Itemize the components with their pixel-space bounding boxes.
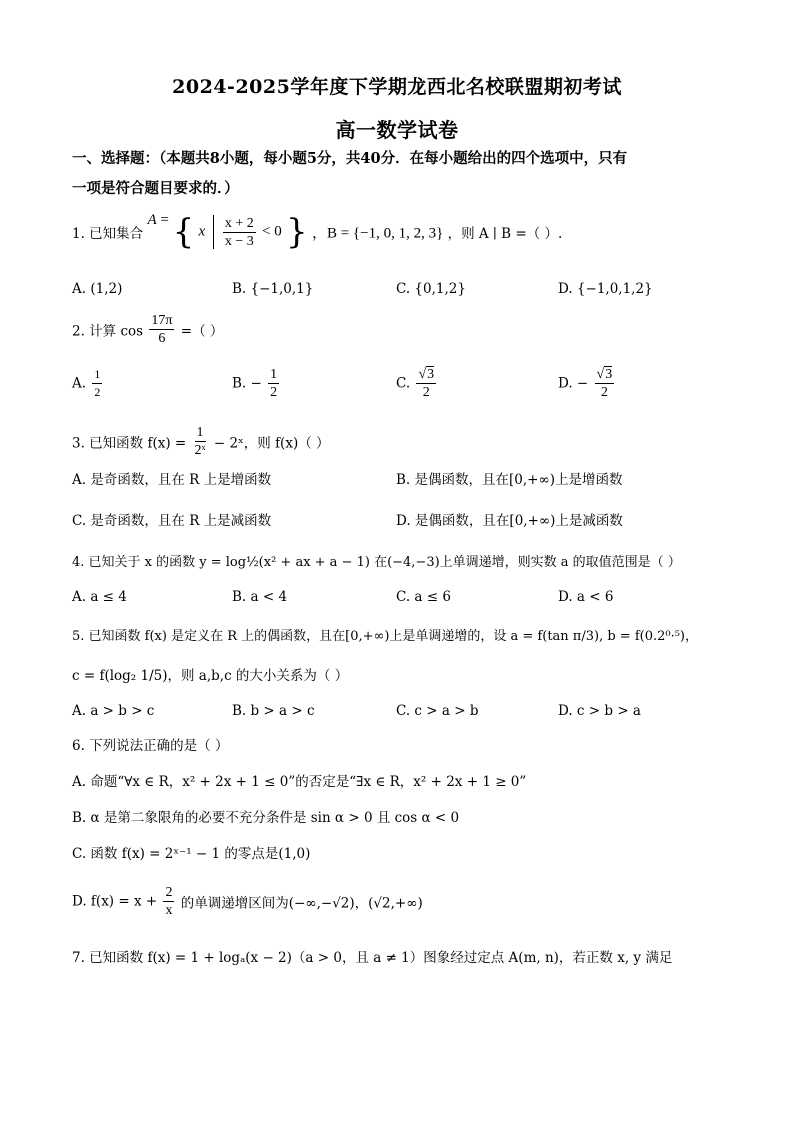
q5-option-a[interactable]: A. a > b > c — [72, 703, 155, 719]
q6-option-b[interactable]: B. α 是第二象限角的必要不充分条件是 sin α > 0 且 cos α < 0 — [72, 810, 460, 826]
q1-option-c[interactable]: C. {0,1,2} — [396, 281, 466, 297]
q2-fraction — [149, 312, 174, 347]
question-5-line2: c = f(log₂ 1/5)，则 a,b,c 的大小关系为（ ） — [72, 668, 349, 684]
question-4: 4. 已知关于 x 的函数 y = log½(x² + ax + a − 1) 在(−4,−3)上单调递增，则实数 a 的取值范围是（ ） — [72, 555, 681, 570]
q2-opt-c-fraction: $\frac{√3}{2}$ — [418, 367, 435, 400]
question-5-line1: 5. 已知函数 f(x) 是定义在 R 上的偶函数，且在[0,+∞)上是单调递增的，设 a = f(tan π/3), b = f(0.2⁰·⁵)， — [72, 629, 699, 644]
q1-option-a[interactable]: A. (1,2) — [72, 281, 123, 297]
q1-prefix: 1. 已知集合 — [72, 226, 144, 242]
q4-option-a[interactable]: A. a ≤ 4 — [72, 589, 127, 605]
question-7: 7. 已知函数 f(x) = 1 + logₐ(x − 2)（a > 0，且 a ≠ 1）图象经过定点 A(m, n)，若正数 x, y 满足 — [72, 950, 673, 966]
question-1: 1. 已知集合 A = { x $\frac{x + 2}{x - 3}$ < 0 } ，B = {−1, 0, 1, 2, 3} ，则 A ∣ B =（ ）. — [72, 212, 563, 252]
q4-option-d[interactable]: D. a < 6 — [558, 589, 614, 605]
q5-option-d[interactable]: D. c > b > a — [558, 703, 641, 719]
q2-opt-b-fraction: $\frac{1}{2}$ — [270, 367, 278, 400]
q3-option-a[interactable]: A. 是奇函数，且在 R 上是增函数 — [72, 472, 272, 488]
q1-set-var: x — [198, 223, 206, 240]
q6-opt-d-fraction: $\frac{2}{x}$ — [165, 885, 173, 918]
section-heading-line1: 一、选择题：（本题共8小题，每小题5分，共40分．在每小题给出的四个选项中，只有 — [72, 150, 628, 167]
exam-subtitle: 高一数学试卷 — [335, 118, 459, 142]
q1-frac-num: x + 2 — [224, 215, 254, 231]
q5-option-b[interactable]: B. b > a > c — [232, 703, 315, 719]
q4-option-b[interactable]: B. a < 4 — [232, 589, 288, 605]
q3-option-b[interactable]: B. 是偶函数，且在[0,+∞)上是增函数 — [396, 472, 623, 488]
question-2 — [72, 312, 223, 347]
q1-option-b[interactable]: B. {−1,0,1} — [232, 281, 314, 297]
q2-prefix: 2. 计算 cos — [72, 323, 144, 340]
q2-frac-num: 17π — [151, 313, 173, 328]
q1-set-b: ，B = {−1, 0, 1, 2, 3} — [311, 225, 444, 242]
q1-frac-den: x − 3 — [224, 233, 254, 249]
q4-option-c[interactable]: C. a ≤ 6 — [396, 589, 451, 605]
q2-option-d[interactable]: D. − $\frac{√3}{2}$ — [558, 367, 613, 400]
q6-option-c[interactable]: C. 函数 f(x) = 2ˣ⁻¹ − 1 的零点是(1,0) — [72, 846, 311, 862]
q6-option-d[interactable]: D. f(x) = x + $\frac{2}{x}$ 的单调递增区间为(−∞,−√2)，(√2,+∞) — [72, 885, 423, 918]
q2-opt-a-fraction: $\frac{1}{2}$ — [94, 367, 101, 399]
q5-option-c[interactable]: C. c > a > b — [396, 703, 479, 719]
section-heading-line2: 一项是符合题目要求的．） — [72, 180, 239, 197]
q3-suffix: − 2ˣ，则 f(x)（ ） — [213, 435, 330, 452]
q2-suffix: =（ ） — [180, 323, 224, 340]
q3-prefix: 3. 已知函数 f(x) = — [72, 435, 187, 452]
question-6: 6. 下列说法正确的是（ ） — [72, 738, 229, 754]
q3-fraction: $\frac{1}{\text{2ˣ}}$ — [194, 425, 206, 458]
q1-fraction — [223, 215, 256, 250]
q3-option-d[interactable]: D. 是偶函数，且在[0,+∞)上是减函数 — [396, 513, 623, 529]
q1-option-d[interactable]: D. {−1,0,1,2} — [558, 281, 653, 297]
q6-option-a[interactable]: A. 命题“∀x ∈ R，x² + 2x + 1 ≤ 0”的否定是“∃x ∈ R，x² + 2x + 1 ≥ 0” — [72, 774, 527, 790]
question-3 — [72, 424, 330, 459]
q2-frac-den: 6 — [158, 331, 166, 346]
q1-suffix: ，则 A ∣ B =（ ）. — [447, 226, 563, 242]
section-heading — [72, 144, 732, 204]
q2-option-c[interactable]: C. $\frac{√3}{2}$ — [396, 367, 435, 400]
q2-option-b[interactable]: B. − $\frac{1}{2}$ — [232, 367, 278, 400]
q1-cond: < 0 — [262, 223, 282, 240]
exam-title: 2024-2025学年度下学期龙西北名校联盟期初考试 — [172, 76, 622, 98]
q2-opt-d-fraction: $\frac{√3}{2}$ — [596, 367, 613, 400]
q2-option-a[interactable]: A. $\frac{1}{2}$ — [72, 367, 101, 399]
q1-set-a-label: A — [147, 212, 157, 228]
q3-option-c[interactable]: C. 是奇函数，且在 R 上是减函数 — [72, 513, 272, 529]
